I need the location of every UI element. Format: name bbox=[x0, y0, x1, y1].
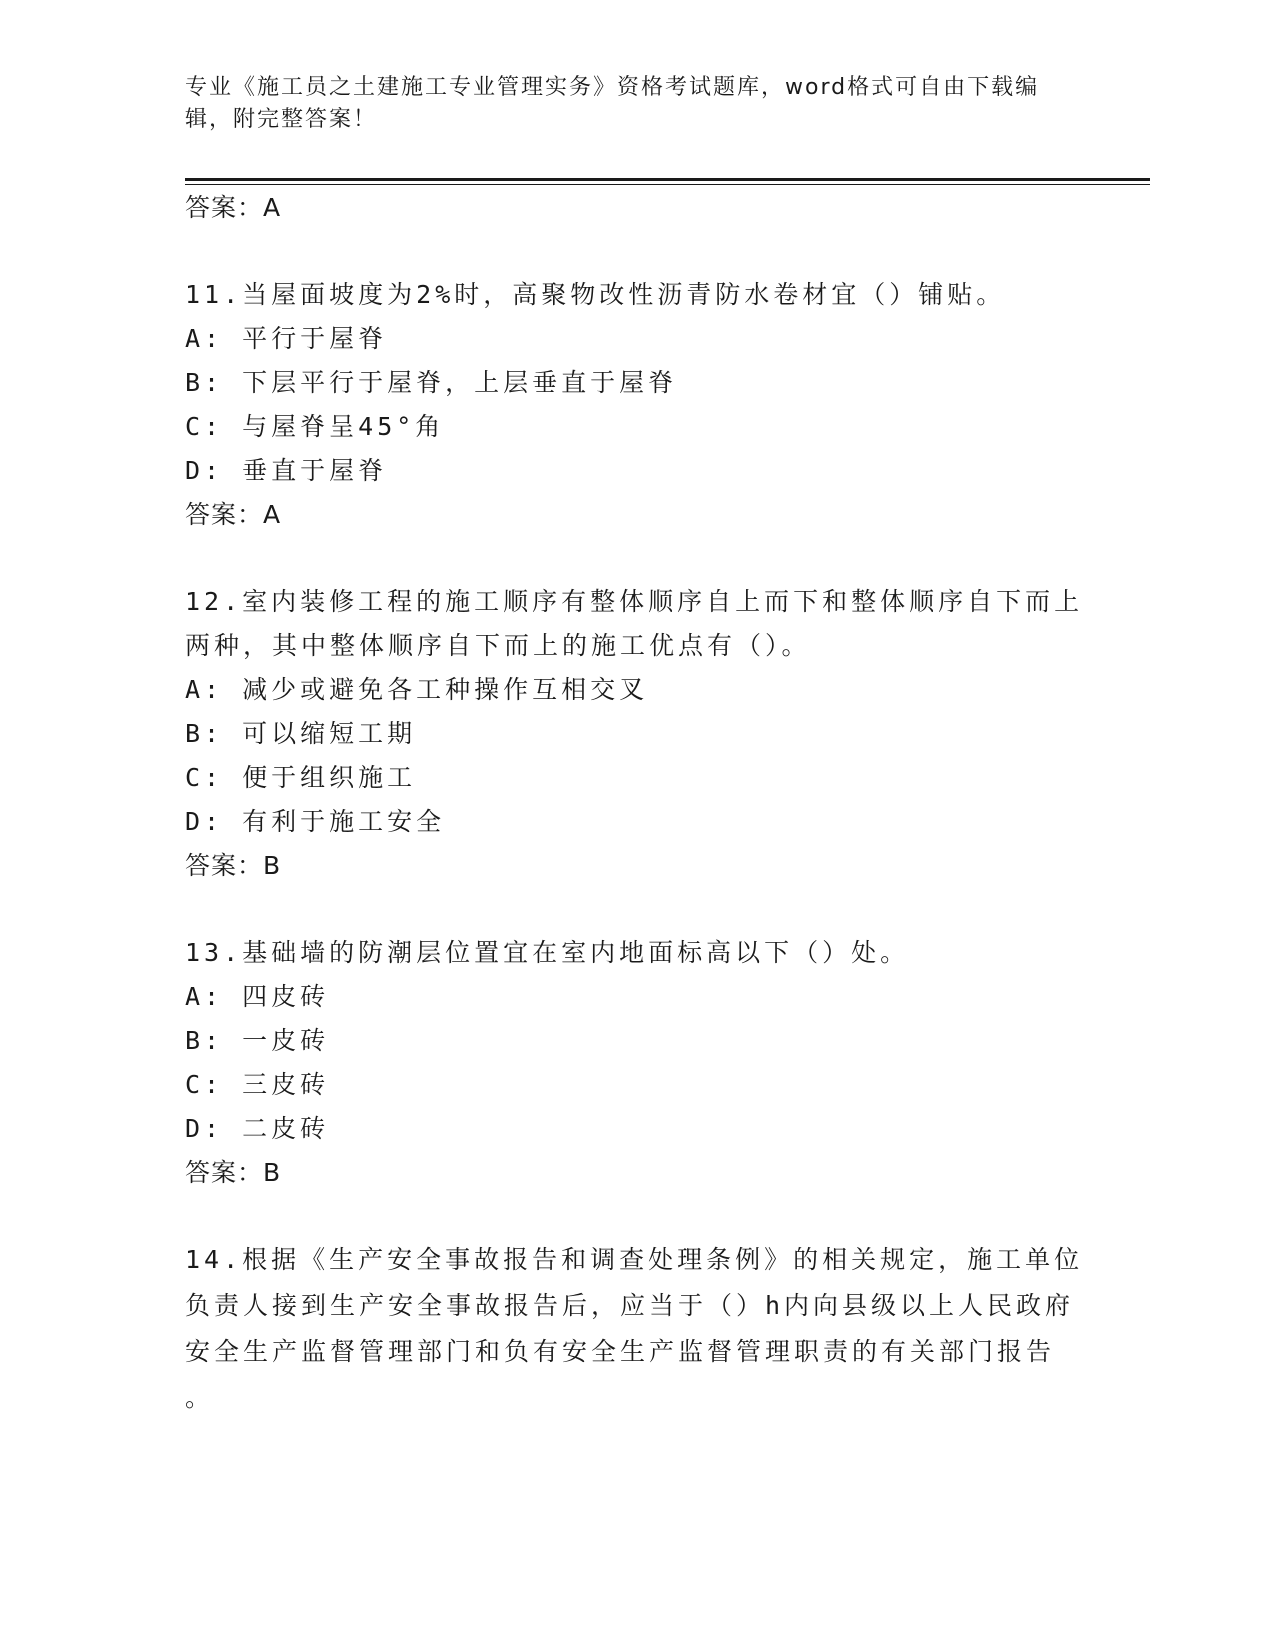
question-11-option-b: B: 下层平行于屋脊，上层垂直于屋脊 bbox=[185, 368, 678, 397]
document-header: 专业《施工员之土建施工专业管理实务》资格考试题库，word格式可自由下载编辑，附完整答案！ bbox=[185, 75, 1040, 132]
question-11-stem: 11.当屋面坡度为2%时，高聚物改性沥青防水卷材宜（）铺贴。 bbox=[185, 280, 1006, 309]
question-12-option-a: A: 减少或避免各工种操作互相交叉 bbox=[185, 675, 649, 704]
question-12-stem-line-1: 12.室内装修工程的施工顺序有整体顺序自上而下和整体顺序自下而上 bbox=[185, 587, 1084, 616]
question-14-stem-line-3: 安全生产监督管理部门和负有安全生产监督管理职责的有关部门报告 bbox=[185, 1337, 1056, 1366]
question-13-answer: 答案：B bbox=[185, 1158, 282, 1187]
question-11-option-a: A: 平行于屋脊 bbox=[185, 324, 388, 353]
previous-answer: 答案：A bbox=[185, 193, 282, 222]
header-divider-thin bbox=[185, 184, 1150, 185]
question-11-answer: 答案：A bbox=[185, 500, 282, 529]
question-14-stem-line-2: 负责人接到生产安全事故报告后，应当于（）h内向县级以上人民政府 bbox=[185, 1291, 1075, 1320]
question-13-option-c: C: 三皮砖 bbox=[185, 1070, 330, 1099]
question-12-option-d: D: 有利于施工安全 bbox=[185, 807, 446, 836]
question-13-option-d: D: 二皮砖 bbox=[185, 1114, 330, 1143]
question-12-option-b: B: 可以缩短工期 bbox=[185, 719, 417, 748]
question-14-stem-line-4: 。 bbox=[185, 1383, 215, 1412]
question-12-option-c: C: 便于组织施工 bbox=[185, 763, 417, 792]
question-14-stem-line-1: 14.根据《生产安全事故报告和调查处理条例》的相关规定，施工单位 bbox=[185, 1245, 1084, 1274]
question-12-stem-line-2: 两种，其中整体顺序自下而上的施工优点有（）。 bbox=[185, 631, 811, 660]
question-13-stem: 13.基础墙的防潮层位置宜在室内地面标高以下（）处。 bbox=[185, 938, 910, 967]
question-13-option-b: B: 一皮砖 bbox=[185, 1026, 330, 1055]
question-11-option-d: D: 垂直于屋脊 bbox=[185, 456, 388, 485]
question-13-option-a: A: 四皮砖 bbox=[185, 982, 330, 1011]
question-12-answer: 答案：B bbox=[185, 851, 282, 880]
question-11-option-c: C: 与屋脊呈45°角 bbox=[185, 412, 445, 441]
header-divider bbox=[185, 178, 1150, 181]
